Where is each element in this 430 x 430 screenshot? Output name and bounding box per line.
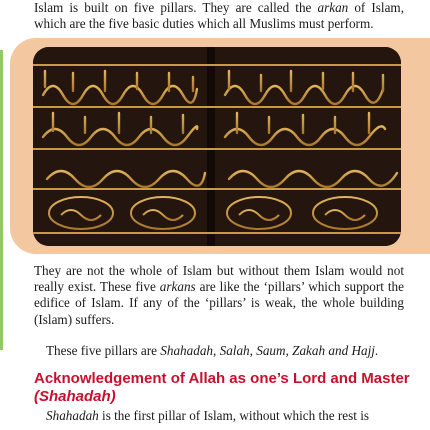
intro-text-end: of Islam, which are the five basic duties which all Muslims must perform. [34, 0, 404, 32]
page-edge-strip [0, 50, 3, 350]
intro-emphasis: arkan [317, 0, 349, 15]
intro-text: Islam is built on five pillars. They are called the [34, 0, 318, 15]
shahadah-text: is the first pillar of Islam, without which the rest is [98, 408, 370, 423]
heading-emphasis: (Shahadah) [34, 388, 116, 405]
intro-paragraph [34, 0, 404, 32]
five-pillars-names: Shahadah, Salah, Saum, Zakah and Hajj [160, 343, 375, 358]
pillars-text: They are not the whole of Islam but without them Islam would not really exist. These five [34, 263, 404, 295]
section-heading [34, 370, 414, 406]
pillars-text-end: are like the ‘pillars’ which support the edifice of Islam. If any of the ‘pillars’ is weak, the whole building (Islam) suffers. [34, 279, 404, 327]
five-pillars-text: These five pillars are [46, 343, 161, 358]
shahadah-term: Shahadah [46, 408, 99, 423]
heading-text: Acknowledgement of Allah as one’s Lord and Master [34, 370, 410, 387]
kaaba-door-calligraphy-photo [33, 47, 401, 246]
pillars-emphasis: arkans [159, 279, 196, 295]
pillars-paragraph [34, 263, 404, 328]
shahadah-paragraph [34, 408, 404, 424]
five-pillars-period: . [374, 343, 379, 358]
five-pillars-list [34, 343, 404, 359]
